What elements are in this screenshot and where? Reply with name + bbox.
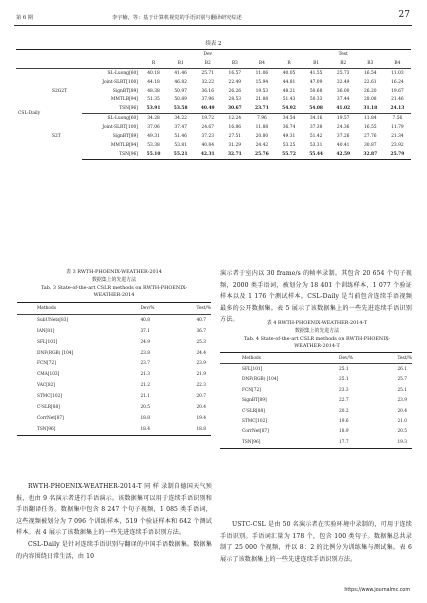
table2-value-cell: 34.22	[174, 116, 187, 122]
table3-cell: 21.1	[140, 394, 151, 400]
table2-value-cell: 55.10	[140, 150, 167, 159]
table2-value-cell: 50.89	[174, 97, 187, 103]
table4-caption-en: Tab. 4 State-of-the-art CSLR methods on RWTH-PHOENIX-	[243, 335, 391, 342]
table2-value-cell: 32.22	[201, 79, 215, 85]
table3-caption-en: Tab. 3 State-of-the-art CSLR methods on RWTH-PHOENIX-	[40, 284, 188, 291]
table4-cell: C²SLR[88]	[242, 408, 265, 414]
table2-value-cell: 16.55	[364, 125, 377, 131]
table4-cell: FCN[72]	[242, 387, 261, 393]
table3-cell: SubUNets[83]	[37, 317, 69, 323]
table3-cell: FCN[72]	[37, 361, 56, 367]
table2-title: 续表 2	[205, 41, 222, 47]
table2-value-cell: 37.06	[147, 125, 160, 131]
table2-method-cell: SignBT[89]	[112, 88, 138, 94]
table4-cell: 25.7	[397, 377, 408, 383]
table2-value-cell: 53.91	[140, 104, 167, 113]
table2-value-cell: 37.23	[201, 133, 215, 139]
table2-method-cell: SL-Luong[60]	[107, 70, 138, 76]
table2-value-cell: 53.38	[147, 142, 160, 148]
table3-cell: 21.2	[140, 383, 151, 389]
table2-value-cell: 31.29	[228, 142, 242, 148]
table2-value-cell: 24.36	[336, 125, 350, 131]
table4-cell: 18.9	[339, 429, 349, 435]
table3-cell: 24.4	[196, 350, 207, 356]
table2-value-cell: 53.81	[174, 142, 187, 148]
table4-cell: 23.9	[397, 398, 408, 404]
table3-cell: 22.3	[196, 383, 207, 389]
table3-row	[17, 402, 211, 413]
table2-method-cell: MMTLB[94]	[110, 97, 138, 103]
header-rule	[14, 25, 412, 26]
table3-cell: 20.5	[140, 404, 151, 410]
table4-column-header: Methods	[220, 353, 311, 364]
table2-value-cell: 19.72	[201, 116, 215, 122]
table2-dataset-label: CSL-Daily	[18, 111, 41, 117]
table2-value-cell: 37.26	[336, 133, 350, 139]
table2-value-cell: 34.28	[147, 116, 160, 122]
table2-value-cell: 11.88	[255, 125, 269, 131]
table2-row	[16, 114, 411, 123]
table4-cell: DNF(RGB) [104]	[242, 377, 279, 383]
table3-row	[17, 326, 211, 337]
table4-row	[220, 437, 412, 448]
running-title: 李宇楠，等：基于计算机视觉的手语识别与翻译研究综述	[112, 15, 242, 21]
table2-value-cell: 37.44	[336, 97, 350, 103]
table4-row	[220, 385, 412, 395]
table2-metric-header: B3	[357, 59, 384, 68]
table2-value-cell: 30.67	[221, 104, 248, 113]
table2-metric-header: B1	[167, 59, 194, 68]
table2-metric-header: B1	[303, 59, 330, 68]
table4-row	[220, 364, 412, 375]
table2-value-cell: 32.71	[221, 150, 248, 159]
table2-value-cell: 41.46	[174, 70, 187, 76]
journal-url: https://www.journalmc.com	[344, 588, 410, 593]
table4-cell: SignBT[89]	[242, 398, 267, 404]
table3-row	[17, 369, 211, 380]
table2-value-cell: 21.34	[391, 133, 404, 139]
table2-value-cell: 53.58	[167, 104, 194, 113]
table2-method-cell: TSN[96]	[82, 104, 140, 113]
table2-value-cell: 21.46	[391, 97, 404, 103]
table3-column-header: Dev/%	[108, 303, 174, 315]
table2-value-cell: 31.18	[357, 104, 384, 113]
table2-metric-header: B2	[194, 59, 221, 68]
table2-value-cell: 34.54	[282, 116, 296, 122]
table2-setting-s2t: S2T	[52, 133, 61, 139]
table2-value-cell: 50.68	[309, 88, 323, 94]
table2-method-cell: Joint-SLRT[100]	[102, 125, 138, 131]
table4-cell: 25.1	[339, 367, 349, 373]
table3-cell: 25.3	[196, 339, 207, 345]
table2-value-cell: 12.24	[228, 116, 242, 122]
table3-cell: 19.4	[196, 415, 207, 421]
table3-cell: DNF(RGB) [104]	[37, 350, 74, 356]
table2-value-cell: 40.41	[336, 142, 350, 148]
table2-value-cell: 55.72	[275, 150, 302, 159]
table2-value-cell: 19.53	[255, 88, 269, 94]
table2-value-cell: 55.44	[303, 150, 330, 159]
table3-cell: SFL[101]	[37, 339, 58, 345]
body-paragraph-right-2: USTC-CSL 是由 50 名演示者在实验环境中录制的，可用于连续手语识别。手语词汇量为 178 个，包含 100 类句子。数据集总共录制了 25 000 个视频，并以 8：2 的比例分为训练集与测试集。表 6 展示了该数据集上的一些先进连续手语识别方法。	[220, 521, 412, 563]
table2-method-cell: SL-Luong[60]	[107, 116, 138, 122]
table2-metric-header: B3	[221, 59, 248, 68]
body-paragraph-right-1: 演示者于室内以 30 frame/s 的帧率录制。其包含 20 654 个句子视频，2000 类手语词，被划分为 18 401 个训练样本，1 077 个验证样本以及 1 176 个测试样本。CSL-Daily 是当前包含连续手语视频最多的公开数据集。表 5 展示了该数据集上的一些先进连续手语识别方法。	[220, 270, 412, 324]
table3-cell: 23.8	[140, 350, 151, 356]
table4-caption-cn-sub: 数据集上的先进方法	[294, 327, 340, 334]
table3	[17, 302, 211, 436]
table2-value-cell: 11.79	[391, 125, 404, 131]
table2-value-cell: 23.71	[248, 104, 275, 113]
table4-row	[220, 375, 412, 385]
table2-metric-header: R	[275, 59, 302, 68]
table3-row	[17, 413, 211, 424]
table3-row	[17, 358, 211, 369]
table4-cell: 26.1	[397, 367, 408, 373]
table3-cell: CMA[103]	[37, 372, 60, 378]
table3-cell: TSN[96]	[17, 424, 108, 435]
table2-value-cell: 7.96	[257, 116, 267, 122]
table4-cell: 25.1	[397, 387, 408, 393]
table2-value-cell: 24.13	[384, 104, 411, 113]
table2-value-cell: 41.02	[330, 104, 357, 113]
table3-cell: 40.8	[140, 317, 151, 323]
table2-value-cell: 22.61	[364, 79, 377, 85]
table2-value-cell: 54.08	[303, 104, 330, 113]
table3-cell: 21.3	[140, 372, 151, 378]
table3-cell: 37.1	[140, 328, 151, 334]
table2-value-cell: 24.42	[255, 142, 269, 148]
table2-group-dev: Dev	[140, 50, 275, 59]
table3-cell: 18.4	[108, 424, 174, 435]
table3-cell: 18.8	[174, 424, 211, 435]
table3-cell: 21.9	[196, 372, 207, 378]
table2-value-cell: 20.80	[255, 133, 269, 139]
table2-value-cell: 50.97	[174, 88, 187, 94]
table4-cell: 21.0	[397, 419, 408, 425]
table2-value-cell: 36.74	[282, 125, 296, 131]
table2-corner-2	[16, 59, 140, 68]
table2-value-cell: 27.51	[228, 133, 242, 139]
table2-method-cell: SignBT[89]	[112, 133, 138, 139]
table2-method-cell: MMTLB[94]	[110, 142, 138, 148]
table2-value-cell: 40.05	[282, 70, 296, 76]
table2-value-cell: 36.00	[336, 88, 350, 94]
table2-value-cell: 16.54	[364, 70, 377, 76]
table2-value-cell: 15.94	[255, 79, 269, 85]
table3-cell: VAC[82]	[37, 383, 56, 389]
table3-cell: 18.8	[140, 415, 151, 421]
table3-row	[17, 348, 211, 359]
table4-column-header: Test/%	[375, 353, 412, 364]
table2-value-cell: 54.92	[275, 104, 302, 113]
table2-value-cell: 37.38	[309, 125, 323, 131]
table3-caption-en-sub: WEATHER-2014	[93, 292, 135, 299]
table4-cell: 25.1	[339, 377, 349, 383]
table2-value-cell: 24.67	[201, 125, 215, 131]
table2-value-cell: 23.92	[391, 142, 404, 148]
table3-cell: 20.4	[196, 404, 207, 410]
table2-value-cell: 28.53	[228, 97, 242, 103]
table4-column-header: Dev/%	[311, 353, 375, 364]
table2-value-cell: 40.84	[201, 142, 215, 148]
table3-cell: STMC[102]	[37, 394, 63, 400]
table4-cell: CorrNet[87]	[242, 429, 269, 435]
table4	[220, 352, 412, 449]
table4-row	[220, 396, 412, 406]
table4-caption	[219, 320, 415, 351]
table4-cell: TSN[96]	[220, 437, 311, 448]
table2-group-header-row	[16, 50, 411, 59]
table3-row	[17, 314, 211, 325]
table2-value-cell: 51.42	[309, 133, 323, 139]
table3-column-header: Methods	[17, 303, 108, 315]
table3-column-header: Test/%	[174, 303, 211, 315]
table2-value-cell: 48.21	[282, 88, 296, 94]
table3-cell: IAN[81]	[37, 328, 55, 334]
table2-value-cell: 40.49	[194, 104, 221, 113]
table3-cell: CorrNet[87]	[37, 415, 64, 421]
table2-value-cell: 44.18	[147, 79, 160, 85]
table2-value-cell: 47.09	[309, 79, 323, 85]
page-number: 27	[398, 10, 410, 20]
table4-cell: 20.5	[397, 429, 408, 435]
table2-value-cell: 19.67	[391, 88, 404, 94]
table2-value-cell: 37.96	[201, 97, 215, 103]
body-paragraphs-left	[16, 481, 212, 562]
table2-value-cell: 11.06	[255, 70, 269, 76]
table3-cell: 20.7	[196, 394, 207, 400]
table4-header-row	[220, 353, 412, 364]
table2-value-cell: 7.56	[392, 116, 403, 122]
table2-value-cell: 36.16	[201, 88, 215, 94]
table3-row	[17, 391, 211, 402]
table3-row	[17, 337, 211, 348]
table4-cell: 19.6	[339, 419, 349, 425]
table4-row	[220, 416, 412, 426]
table3-cell: 36.7	[196, 328, 207, 334]
table3-caption-cn-sub: 数据集上的先进方法	[91, 276, 137, 283]
table2-value-cell: 25.73	[336, 70, 350, 76]
table4-cell: 19.3	[375, 437, 412, 448]
table4-caption-cn: 表 4 RWTH-PHOENIX-WEATHER-2014-T	[266, 320, 368, 326]
table2-value-cell: 51.46	[174, 133, 187, 139]
table2-metric-header-row	[16, 59, 411, 68]
table4-row	[220, 406, 412, 416]
table2-value-cell: 11.84	[364, 116, 377, 122]
table2	[16, 49, 411, 160]
table2-value-cell: 37.47	[174, 125, 187, 131]
table4-cell: STMC[102]	[242, 419, 268, 425]
table2-value-cell: 32.49	[336, 79, 350, 85]
table2-value-cell: 41.55	[309, 70, 323, 76]
table4-row	[220, 427, 412, 437]
table2-method-cell: TSN[96]	[82, 150, 140, 159]
table3-cell: 23.9	[196, 361, 207, 367]
table4-cell: 20.4	[397, 408, 408, 414]
table2-method-cell: Joint-SLRT[100]	[102, 79, 138, 85]
table2-value-cell: 25.76	[248, 150, 275, 159]
table3-row	[17, 380, 211, 391]
table4-cell: 17.7	[311, 437, 375, 448]
table3-caption-cn: 表 3 RWTH-PHOENIX-WEATHER-2014	[66, 269, 162, 275]
table3-cell: 24.9	[140, 339, 151, 345]
table2-value-cell: 32.87	[357, 150, 384, 159]
table2-setting-s2g2t: S2G2T	[52, 88, 68, 94]
table2-value-cell: 42.59	[330, 150, 357, 159]
table2-value-cell: 40.18	[147, 70, 160, 76]
table2-value-cell: 28.08	[364, 97, 377, 103]
table4-cell: 20.2	[339, 408, 349, 414]
table3-header-row	[17, 303, 211, 315]
table2-value-cell: 16.57	[228, 70, 242, 76]
table2-value-cell: 53.31	[309, 142, 323, 148]
table2-value-cell: 49.31	[282, 133, 296, 139]
table2-value-cell: 22.49	[228, 79, 242, 85]
table2-value-cell: 26.20	[364, 88, 377, 94]
table2-value-cell: 49.31	[147, 133, 160, 139]
table2-value-cell: 51.35	[147, 97, 160, 103]
table2-metric-header: B2	[330, 59, 357, 68]
table2-value-cell: 51.43	[282, 97, 296, 103]
table2-value-cell: 55.21	[167, 150, 194, 159]
table2-value-cell: 16.86	[228, 125, 242, 131]
table3-cell: C²SLR[88]	[37, 404, 60, 410]
table2-value-cell: 53.25	[282, 142, 296, 148]
table2-corner	[16, 50, 140, 59]
table4-cell: SFL[101]	[242, 367, 263, 373]
table4-caption-en-sub: WEATHER-2014-T	[294, 343, 340, 350]
table3-caption	[16, 269, 212, 300]
table2-value-cell: 19.57	[336, 116, 350, 122]
table3-cell: 23.7	[140, 361, 151, 367]
table2-metric-header: B4	[248, 59, 275, 68]
table3-cell: 40.7	[196, 317, 207, 323]
table2-value-cell: 30.87	[364, 142, 377, 148]
table2-value-cell: 26.26	[228, 88, 242, 94]
table2-value-cell: 50.33	[309, 97, 323, 103]
table3-row	[17, 424, 211, 435]
table2-value-cell: 44.81	[282, 79, 296, 85]
table4-cell: 23.3	[339, 387, 349, 393]
table2-value-cell: 42.31	[194, 150, 221, 159]
table2-value-cell: 21.88	[255, 97, 269, 103]
table2-metric-header: B4	[384, 59, 411, 68]
table2-value-cell: 25.79	[384, 150, 411, 159]
table2-row	[16, 68, 411, 77]
table2-value-cell: 25.71	[201, 70, 215, 76]
body-paragraph-left-1: RWTH-PHOENIX-WEATHER-2014-T 同 样 录制自德国天气预报，也由 9 名演示者进行手语演示。该数据集可以用于连续手语识别和手语翻译任务。数据集中包含 8 247 个句子视频，1 085 类手语词，这些视频被划分为 7 096 个训练样本，519 个验证样本和 642 个测试样本。表 4 展示了该数据集上的一些先进连续手语识别方法。	[16, 483, 212, 537]
table2-metric-header: R	[140, 59, 167, 68]
table2-value-cell: 46.82	[174, 79, 187, 85]
table4-cell: 22.7	[339, 398, 349, 404]
table2-value-cell: 34.16	[309, 116, 323, 122]
table2-group-test: Test	[275, 50, 411, 59]
body-paragraph-left-2: CSL-Daily 是针对连续手语识别与翻译的中国手语数据集。数据集的内容围绕日常生活，由 10	[16, 540, 212, 560]
table2-value-cell: 16.24	[391, 79, 404, 85]
table2-value-cell: 27.76	[364, 133, 377, 139]
issue-label: 第 6 期	[16, 15, 33, 21]
table2-value-cell: 48.38	[147, 88, 160, 94]
table2-value-cell: 11.03	[391, 70, 404, 76]
